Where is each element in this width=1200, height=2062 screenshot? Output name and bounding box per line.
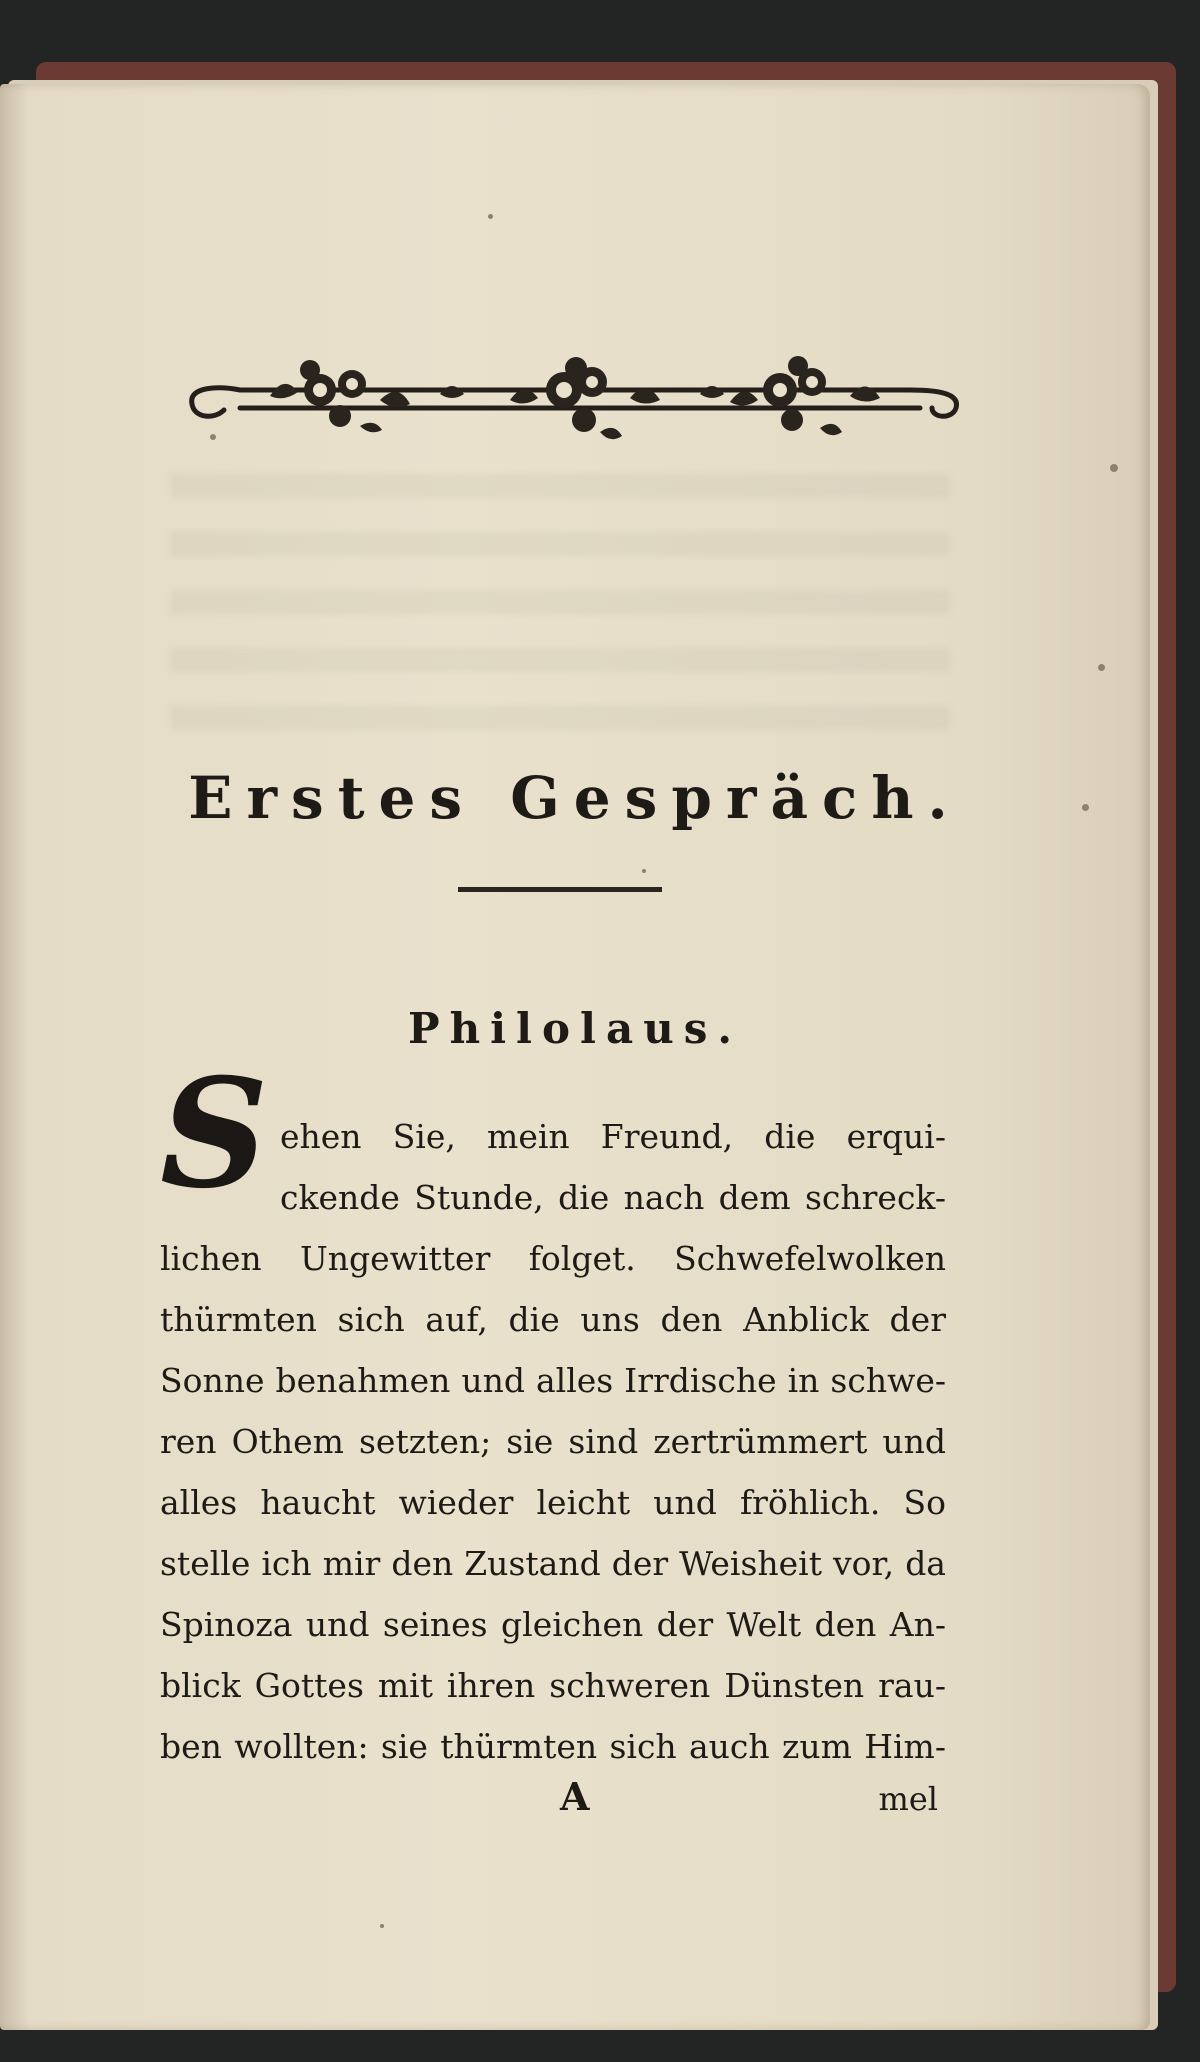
page-footer: [160, 1774, 946, 1834]
heading-rule: [458, 887, 662, 892]
speaker-name: Philolaus.: [407, 1004, 742, 1053]
text-line: ren Othem setzten; sie sind zertrümmert und: [160, 1422, 946, 1461]
book-page: [0, 84, 1150, 2030]
drop-cap: S: [160, 1046, 269, 1222]
paper-speck: [1082, 804, 1089, 811]
body-text: [160, 1106, 946, 1777]
text-line: ben wollten: sie thürmten sich auch zum Him-: [160, 1727, 946, 1766]
signature-mark: A: [560, 1774, 590, 1819]
text-line: Spinoza und seines gleichen der Welt den An-: [160, 1605, 946, 1644]
floral-ornament-icon: [180, 346, 972, 456]
paper-speck: [1098, 664, 1105, 671]
text-line: blick Gottes mit ihren schweren Dünsten rau-: [160, 1666, 946, 1705]
text-line: ckende Stunde, die nach dem schreck-: [280, 1178, 946, 1217]
catchword: mel: [878, 1780, 938, 1818]
text-line: stelle ich mir den Zustand der Weisheit vor, da: [160, 1544, 946, 1583]
paper-speck: [380, 1924, 384, 1928]
paper-speck: [642, 869, 646, 873]
show-through-text: [170, 474, 950, 734]
paper-speck: [210, 434, 216, 440]
paper-speck: [488, 214, 493, 219]
text-line: ehen Sie, mein Freund, die erqui-: [280, 1117, 946, 1156]
text-line: alles haucht wieder leicht und fröhlich. So: [160, 1483, 946, 1522]
paper-speck: [1110, 464, 1118, 472]
text-line: lichen Ungewitter folget. Schwefelwolken: [160, 1239, 946, 1278]
text-line: Sonne benahmen und alles Irrdische in schwe-: [160, 1361, 946, 1400]
text-line: thürmten sich auf, die uns den Anblick der: [160, 1300, 946, 1339]
chapter-heading: Erstes Gespräch.: [188, 764, 962, 832]
